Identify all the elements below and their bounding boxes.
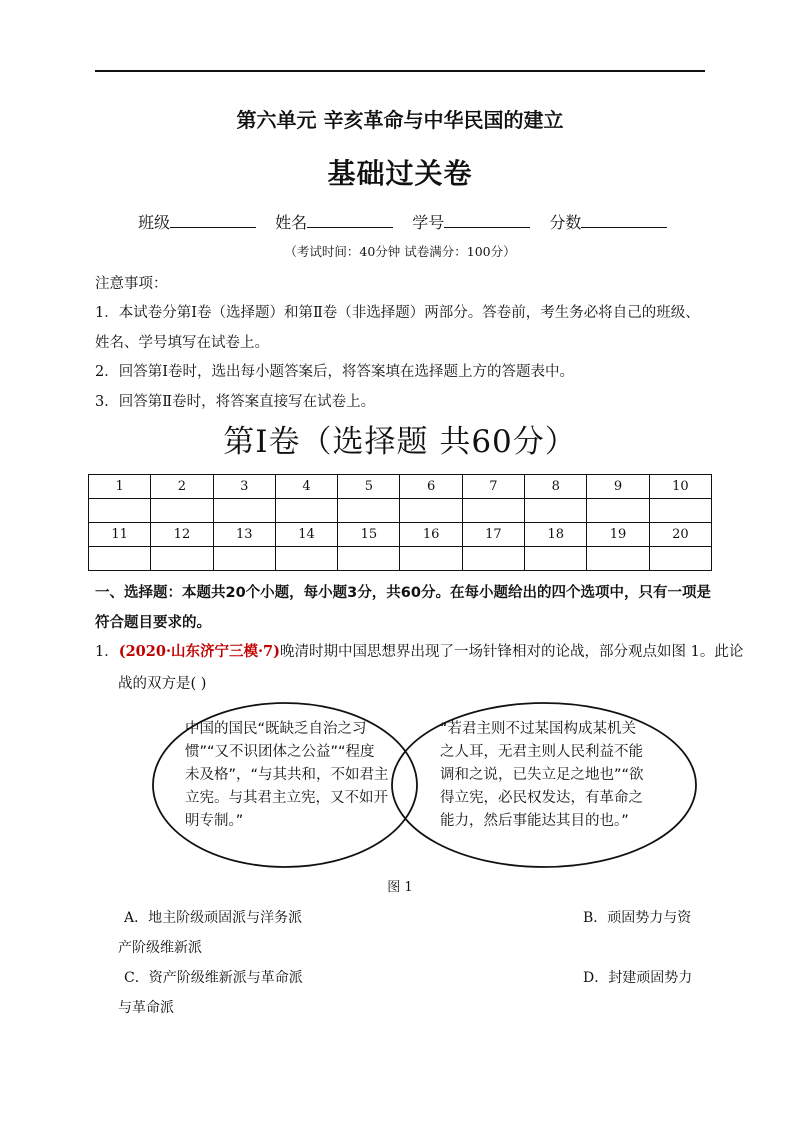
- id-field: [412, 213, 530, 232]
- answer-input-row-2: [89, 547, 712, 571]
- answer-number: 17: [462, 523, 524, 547]
- answer-number: 15: [338, 523, 400, 547]
- question-1-line-2: 战的双方是( ): [118, 676, 207, 692]
- answer-cell[interactable]: [587, 547, 649, 571]
- answer-table: [88, 474, 712, 571]
- answer-number: 18: [525, 523, 587, 547]
- answer-input-row-1: [89, 499, 712, 523]
- score-field: [549, 213, 667, 232]
- left-viewpoint-line: 未及格”，“与其共和，不如君主: [185, 767, 389, 783]
- name-blank[interactable]: [307, 213, 393, 228]
- answer-number-row-2: [89, 523, 712, 547]
- answer-number: 13: [213, 523, 275, 547]
- answer-cell[interactable]: [151, 499, 213, 523]
- section-heading-line-2: 符合题目要求的。: [95, 615, 211, 631]
- answer-cell[interactable]: [587, 499, 649, 523]
- answer-cell[interactable]: [462, 499, 524, 523]
- answer-cell[interactable]: [89, 547, 151, 571]
- answer-number: 10: [649, 475, 711, 499]
- figure-caption: 图 1: [387, 880, 413, 895]
- answer-cell[interactable]: [275, 499, 337, 523]
- option-b-continued: 产阶级维新派: [118, 940, 202, 956]
- option-d-continued: 与革命派: [118, 1000, 174, 1016]
- question-source: (2020·山东济宁三模·7): [118, 643, 280, 660]
- answer-number: 19: [587, 523, 649, 547]
- answer-cell[interactable]: [151, 547, 213, 571]
- answer-number: 3: [213, 475, 275, 499]
- answer-number: 16: [400, 523, 462, 547]
- note-item-2: 2．回答第Ⅰ卷时，选出每小题答案后，将答案填在选择题上方的答题表中。: [95, 364, 574, 380]
- left-viewpoint-line: 立宪。与其君主立宪，又不如开: [185, 790, 388, 806]
- left-viewpoint-line: 惯”“又不识团体之公益”“程度: [185, 744, 375, 760]
- answer-number: 5: [338, 475, 400, 499]
- class-label: 班级: [138, 213, 171, 232]
- question-1-line-1: [95, 640, 743, 661]
- class-field: [138, 213, 256, 232]
- unit-title: 第六单元 辛亥革命与中华民国的建立: [236, 108, 564, 132]
- score-blank[interactable]: [581, 213, 667, 228]
- section-heading-line-1: 一、选择题：本题共20个小题，每小题3分，共60分。在每小题给出的四个选项中，只有一项是: [95, 585, 711, 601]
- option-b[interactable]: B．顽固势力与资: [583, 910, 692, 926]
- answer-cell[interactable]: [462, 547, 524, 571]
- id-label: 学号: [412, 213, 445, 232]
- note-item-1-line-2: 姓名、学号填写在试卷上。: [95, 335, 269, 351]
- answer-number: 12: [151, 523, 213, 547]
- option-c[interactable]: C．资产阶级维新派与革命派: [124, 970, 303, 986]
- answer-cell[interactable]: [213, 547, 275, 571]
- right-viewpoint-line: 得立宪，必民权发达，有革命之: [440, 790, 643, 806]
- exam-time: （考试时间：40分钟 试卷满分：100分）: [284, 244, 516, 259]
- question-number: 1．: [95, 644, 119, 660]
- answer-number: 11: [89, 523, 151, 547]
- answer-number: 6: [400, 475, 462, 499]
- answer-cell[interactable]: [649, 499, 711, 523]
- note-item-1-line-1: 1．本试卷分第Ⅰ卷（选择题）和第Ⅱ卷（非选择题）两部分。答卷前，考生务必将自己的班级、: [95, 305, 700, 321]
- volume-title: 第Ⅰ卷（选择题 共60分）: [223, 424, 577, 460]
- answer-cell[interactable]: [275, 547, 337, 571]
- answer-number: 20: [649, 523, 711, 547]
- option-a[interactable]: A．地主阶级顽固派与洋务派: [124, 910, 303, 926]
- right-viewpoint-line: 之人耳，无君主则人民利益不能: [440, 744, 643, 760]
- student-info-row: [138, 210, 681, 233]
- right-viewpoint: [440, 718, 644, 833]
- answer-cell[interactable]: [89, 499, 151, 523]
- right-viewpoint-line: “若君主则不过某国构成某机关: [440, 721, 637, 737]
- answer-number: 7: [462, 475, 524, 499]
- note-item-3: 3．回答第Ⅱ卷时，将答案直接写在试卷上。: [95, 394, 376, 410]
- name-label: 姓名: [275, 213, 308, 232]
- answer-cell[interactable]: [649, 547, 711, 571]
- option-d[interactable]: D．封建顽固势力: [583, 970, 693, 986]
- answer-number: 1: [89, 475, 151, 499]
- right-viewpoint-line: 调和之说，已失立足之地也”“欲: [440, 767, 644, 783]
- score-label: 分数: [549, 213, 582, 232]
- answer-cell[interactable]: [400, 499, 462, 523]
- notes-title: 注意事项：: [95, 276, 168, 292]
- main-title: 基础过关卷: [327, 157, 473, 190]
- question-text: 晚清时期中国思想界出现了一场针锋相对的论战，部分观点如图 1。此论: [280, 644, 744, 660]
- right-viewpoint-line: 能力，然后事能达其目的也。”: [440, 813, 629, 829]
- id-blank[interactable]: [444, 213, 530, 228]
- answer-cell[interactable]: [338, 547, 400, 571]
- answer-cell[interactable]: [338, 499, 400, 523]
- left-viewpoint-line: 明专制。”: [185, 813, 244, 829]
- answer-number: 4: [275, 475, 337, 499]
- name-field: [275, 213, 393, 232]
- answer-cell[interactable]: [525, 547, 587, 571]
- answer-number: 9: [587, 475, 649, 499]
- header-rule: [95, 70, 705, 72]
- answer-number: 14: [275, 523, 337, 547]
- answer-number: 2: [151, 475, 213, 499]
- answer-cell[interactable]: [525, 499, 587, 523]
- answer-cell[interactable]: [400, 547, 462, 571]
- answer-number: 8: [525, 475, 587, 499]
- answer-cell[interactable]: [213, 499, 275, 523]
- left-viewpoint: [185, 718, 389, 833]
- answer-number-row-1: [89, 475, 712, 499]
- class-blank[interactable]: [170, 213, 256, 228]
- left-viewpoint-line: 中国的国民“既缺乏自治之习: [185, 721, 367, 737]
